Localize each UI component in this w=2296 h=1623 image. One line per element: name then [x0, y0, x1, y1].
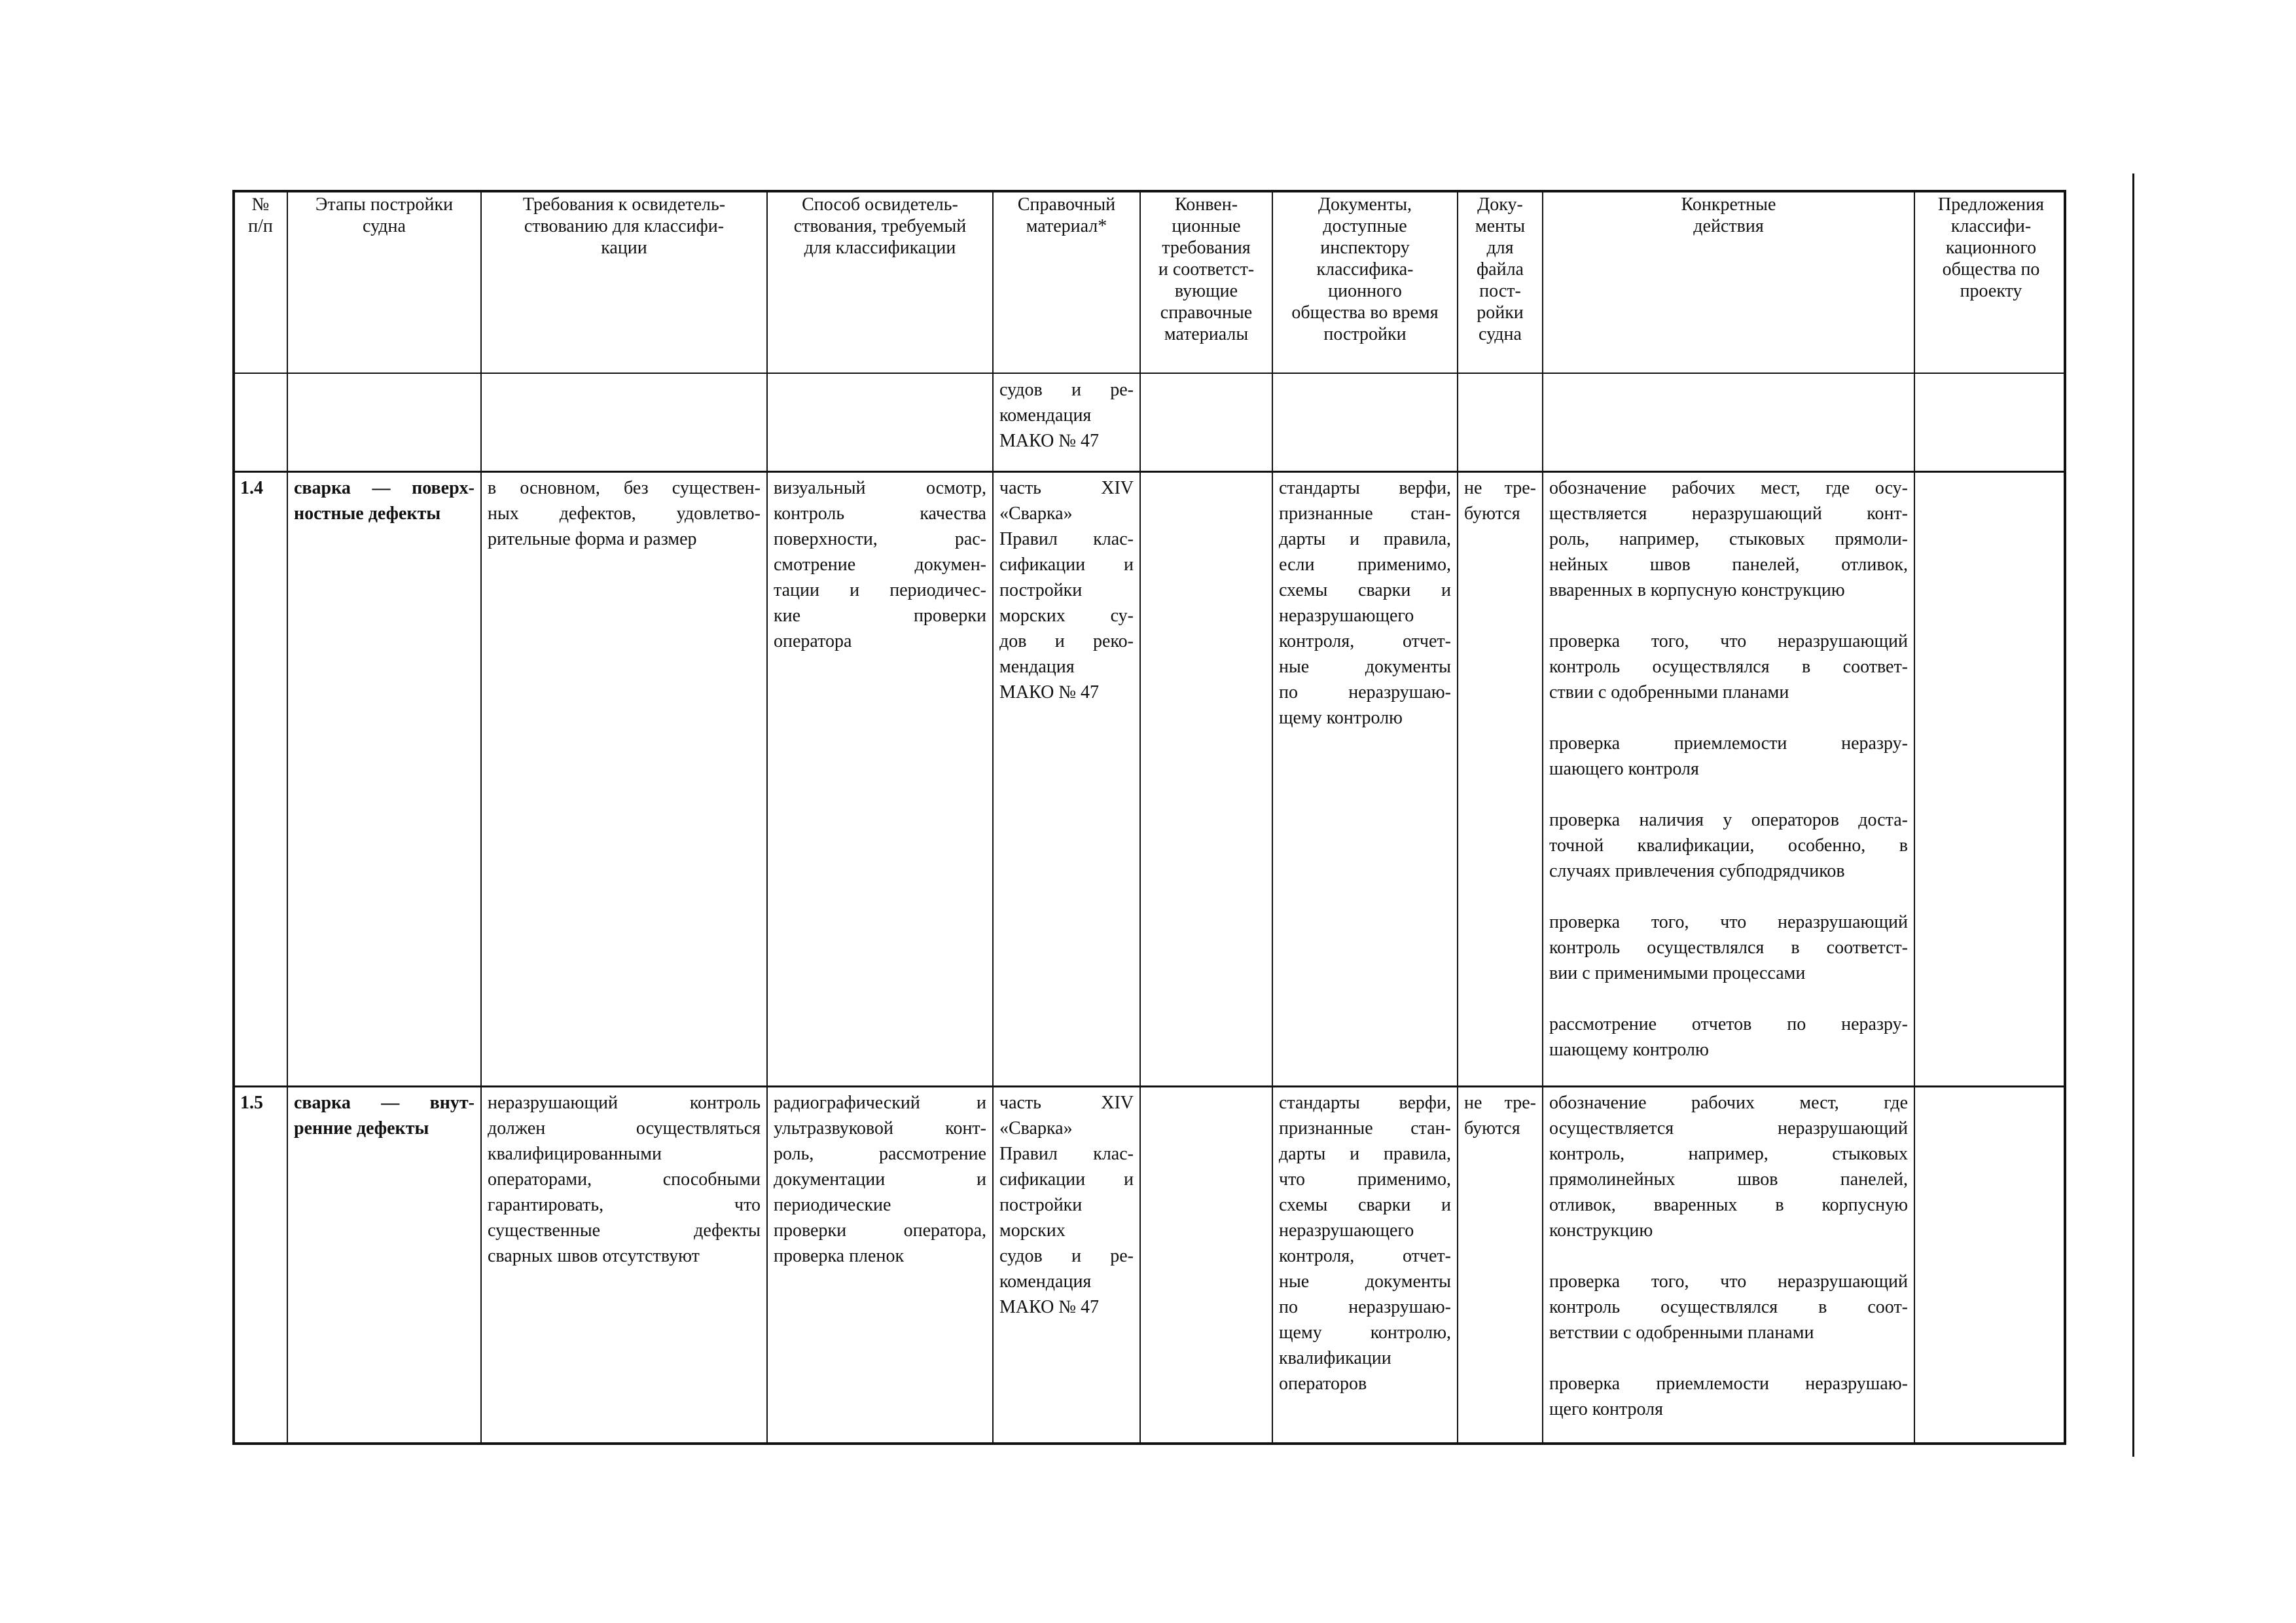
header-col-method	[767, 191, 993, 373]
col-documents-line: дарты и правила,	[1279, 1144, 1451, 1164]
header-label: Этапы постройки судна	[315, 194, 454, 236]
col-reference-line: «Сварка»	[999, 503, 1073, 524]
col-reference-cell	[993, 1086, 1140, 1446]
col-reference-line: мендация	[999, 657, 1075, 677]
col-documents-line: если применимо,	[1279, 555, 1451, 575]
action-item	[1549, 1371, 1908, 1422]
action-line: щего контроля	[1549, 1399, 1664, 1419]
row-number: 1.5	[240, 1093, 263, 1113]
col-method-line: ультразвуковой конт-	[774, 1118, 986, 1139]
header-col-requirements	[481, 191, 767, 373]
col-reference-line: МАКО № 47	[999, 431, 1100, 451]
col-requirements-cell	[481, 1086, 767, 1446]
col-convention-cell	[1140, 1086, 1272, 1446]
action-item	[1549, 629, 1908, 705]
col-method-line: проверка пленок	[774, 1246, 905, 1266]
col-documents-line: что применимо,	[1279, 1169, 1451, 1190]
col-documents-line: ные документы	[1279, 657, 1451, 677]
action-line: контроль, например, стыковых	[1549, 1144, 1908, 1164]
header-label: Доку- менты для файла пост- ройки судна	[1475, 194, 1526, 344]
col-method-line: кие проверки	[774, 606, 986, 626]
header-label: Способ освидетель- ствования, требуемый для классификации	[793, 194, 967, 258]
col-documents-cell	[1272, 373, 1458, 471]
action-line: проверка приемлемости неразру-	[1549, 733, 1908, 754]
col-documents-line: схемы сварки и	[1279, 1195, 1451, 1215]
col-proposals-cell	[1914, 1086, 2068, 1446]
col-method-line: визуальный осмотр,	[774, 478, 986, 498]
col-proposals-cell	[1914, 373, 2068, 471]
col-documents-line: неразрушающего	[1279, 1220, 1414, 1241]
col-actions-cell	[1543, 1086, 1914, 1446]
col-method-cell	[767, 373, 993, 471]
col-reference-line: постройки	[999, 1195, 1083, 1215]
action-line: вваренных в корпусную конструкцию	[1549, 580, 1845, 600]
col-requirements-line: гарантировать, что	[488, 1195, 761, 1215]
action-line: проверка того, что неразрушающий	[1549, 1271, 1908, 1292]
survey-table	[232, 190, 2066, 1445]
action-line: шающего контроля	[1549, 759, 1699, 779]
col-proposals-cell	[1914, 471, 2068, 1086]
col-requirements-line: сварных швов отсутствуют	[488, 1246, 700, 1266]
col-method-line: проверки оператора,	[774, 1220, 986, 1241]
action-line: прямолинейных швов панелей,	[1549, 1169, 1908, 1190]
col-reference-line: Правил клас-	[999, 1144, 1134, 1164]
action-line: ветствии с одобренными планами	[1549, 1322, 1814, 1343]
action-line: случаях привлечения субподрядчиков	[1549, 861, 1845, 881]
action-line: роль, например, стыковых прямоли-	[1549, 529, 1908, 549]
col-stage-cell	[287, 373, 481, 471]
col-documents-line: стандарты верфи,	[1279, 478, 1451, 498]
col-reference-line: часть XIV	[999, 478, 1134, 498]
col-documents-line: контроля, отчет-	[1279, 1246, 1451, 1266]
action-line: осуществляется неразрушающий	[1549, 1118, 1908, 1139]
col-stage-line: ренние дефекты	[294, 1118, 429, 1139]
col-reference-line: сификации и	[999, 1169, 1134, 1190]
col-stage-line: сварка — внут-	[294, 1093, 475, 1113]
col-method-line: поверхности, рас-	[774, 529, 986, 549]
col-number-cell	[234, 373, 287, 471]
action-item	[1549, 475, 1908, 603]
col-documents-line: стандарты верфи,	[1279, 1093, 1451, 1113]
header-label: № п/п	[248, 194, 273, 236]
col-reference-line: судов и ре-	[999, 380, 1134, 400]
col-stage-line: сварка — поверх-	[294, 478, 475, 498]
header-label: Конвен- ционные требования и соответст- вующие справочные материалы	[1158, 194, 1255, 344]
action-item	[1549, 1012, 1908, 1063]
col-requirements-line: квалифицированными	[488, 1144, 662, 1164]
action-item	[1549, 1269, 1908, 1345]
col-requirements-line: рительные форма и размер	[488, 529, 697, 549]
col-reference-line: сификации и	[999, 555, 1134, 575]
col-requirements-line: в основном, без существен-	[488, 478, 761, 498]
col-documents-line: щему контролю,	[1279, 1322, 1451, 1343]
col-method-line: периодические	[774, 1195, 891, 1215]
action-item	[1549, 1090, 1908, 1243]
header-col-reference	[993, 191, 1140, 373]
header-col-file-docs	[1458, 191, 1543, 373]
col-file-docs-cell	[1458, 471, 1543, 1086]
header-label: Документы, доступные инспектору классифика- ционного общества во время постройки	[1291, 194, 1439, 344]
action-line: ствии с одобренными планами	[1549, 682, 1789, 702]
action-line: вии с применимыми процессами	[1549, 963, 1806, 983]
header-label: Предложения классифи- кационного общества по проекту	[1937, 194, 2045, 301]
col-stage-cell	[287, 471, 481, 1086]
col-documents-line: по неразрушаю-	[1279, 682, 1451, 702]
col-requirements-line: существенные дефекты	[488, 1220, 761, 1241]
col-documents-line: квалификации	[1279, 1348, 1391, 1368]
action-item	[1549, 807, 1908, 884]
col-reference-line: дов и реко-	[999, 631, 1134, 651]
action-item	[1549, 731, 1908, 782]
col-documents-cell	[1272, 471, 1458, 1086]
action-line: нейных швов панелей, отливок,	[1549, 555, 1908, 575]
col-documents-line: схемы сварки и	[1279, 580, 1451, 600]
col-stage-cell	[287, 1086, 481, 1446]
col-reference-line: судов и ре-	[999, 1246, 1134, 1266]
col-requirements-line: неразрушающий контроль	[488, 1093, 761, 1113]
col-documents-line: по неразрушаю-	[1279, 1297, 1451, 1317]
action-line: отливок, вваренных в корпусную	[1549, 1195, 1908, 1215]
col-convention-cell	[1140, 471, 1272, 1086]
col-documents-line: операторов	[1279, 1374, 1367, 1394]
header-col-proposals	[1914, 191, 2068, 373]
col-reference-line: комендация	[999, 1271, 1092, 1292]
action-line: проверка приемлемости неразрушаю-	[1549, 1374, 1908, 1394]
col-file-docs-cell	[1458, 373, 1543, 471]
action-line: точной квалификации, особенно, в	[1549, 835, 1908, 856]
col-method-line: документации и	[774, 1169, 986, 1190]
col-file-docs-line: не тре-	[1464, 1093, 1536, 1113]
header-col-stage	[287, 191, 481, 373]
col-file-docs-line: буются	[1464, 503, 1520, 524]
action-line: конструкцию	[1549, 1220, 1653, 1241]
col-method-line: оператора	[774, 631, 852, 651]
col-method-line: тации и периодичес-	[774, 580, 986, 600]
col-reference-line: МАКО № 47	[999, 682, 1100, 702]
col-documents-line: признанные стан-	[1279, 503, 1451, 524]
col-file-docs-line: буются	[1464, 1118, 1520, 1139]
col-number-cell	[234, 1086, 287, 1446]
header-label: Справочный материал*	[1017, 194, 1116, 236]
col-actions-cell	[1543, 373, 1914, 471]
col-documents-line: щему контролю	[1279, 708, 1403, 728]
col-method-cell	[767, 471, 993, 1086]
action-line: шающему контролю	[1549, 1040, 1709, 1060]
action-line: контроль осуществлялся в соответ-	[1549, 657, 1908, 677]
action-line: ществляется неразрушающий конт-	[1549, 503, 1908, 524]
col-requirements-cell	[481, 373, 767, 471]
col-documents-line: признанные стан-	[1279, 1118, 1451, 1139]
header-col-actions	[1543, 191, 1914, 373]
col-method-cell	[767, 1086, 993, 1446]
col-method-line: радиографический и	[774, 1093, 986, 1113]
col-documents-line: ные документы	[1279, 1271, 1451, 1292]
col-method-line: контроль качества	[774, 503, 986, 524]
action-line: рассмотрение отчетов по неразру-	[1549, 1014, 1908, 1034]
col-method-line: роль, рассмотрение	[774, 1144, 986, 1164]
action-line: контроль осуществлялся в соответст-	[1549, 938, 1908, 958]
action-line: проверка наличия у операторов доста-	[1549, 810, 1908, 830]
running-header-rule	[2132, 173, 2134, 1457]
action-line: обозначение рабочих мест, где осу-	[1549, 478, 1908, 498]
col-reference-line: морских су-	[999, 606, 1134, 626]
col-actions-cell	[1543, 471, 1914, 1086]
action-line: обозначение рабочих мест, где	[1549, 1093, 1908, 1113]
col-documents-cell	[1272, 1086, 1458, 1446]
col-requirements-line: ных дефектов, удовлетво-	[488, 503, 761, 524]
header-col-convention	[1140, 191, 1272, 373]
col-documents-line: контроля, отчет-	[1279, 631, 1451, 651]
col-requirements-cell	[481, 471, 767, 1086]
col-reference-line: часть XIV	[999, 1093, 1134, 1113]
col-stage-line: ностные дефекты	[294, 503, 441, 524]
col-reference-cell	[993, 373, 1140, 471]
col-requirements-line: должен осуществляться	[488, 1118, 761, 1139]
col-documents-line: неразрушающего	[1279, 606, 1414, 626]
col-reference-line: морских	[999, 1220, 1066, 1241]
col-reference-line: Правил клас-	[999, 529, 1134, 549]
header-label: Требования к освидетель- ствованию для классифи- кации	[522, 194, 726, 258]
action-line: контроль осуществлялся в соот-	[1549, 1297, 1908, 1317]
col-reference-line: комендация	[999, 405, 1092, 426]
col-method-line: смотрение докумен-	[774, 555, 986, 575]
col-reference-line: «Сварка»	[999, 1118, 1073, 1139]
col-requirements-line: операторами, способными	[488, 1169, 761, 1190]
col-file-docs-cell	[1458, 1086, 1543, 1446]
col-number-cell	[234, 471, 287, 1086]
col-file-docs-line: не тре-	[1464, 478, 1536, 498]
header-col-documents	[1272, 191, 1458, 373]
header-col-number	[234, 191, 287, 373]
col-documents-line: дарты и правила,	[1279, 529, 1451, 549]
row-number: 1.4	[240, 478, 263, 498]
col-reference-line: постройки	[999, 580, 1083, 600]
action-line: проверка того, что неразрушающий	[1549, 912, 1908, 932]
col-convention-cell	[1140, 373, 1272, 471]
col-reference-cell	[993, 471, 1140, 1086]
header-label: Конкретные действия	[1681, 194, 1776, 236]
col-reference-line: МАКО № 47	[999, 1297, 1100, 1317]
action-item	[1549, 909, 1908, 986]
action-line: проверка того, что неразрушающий	[1549, 631, 1908, 651]
